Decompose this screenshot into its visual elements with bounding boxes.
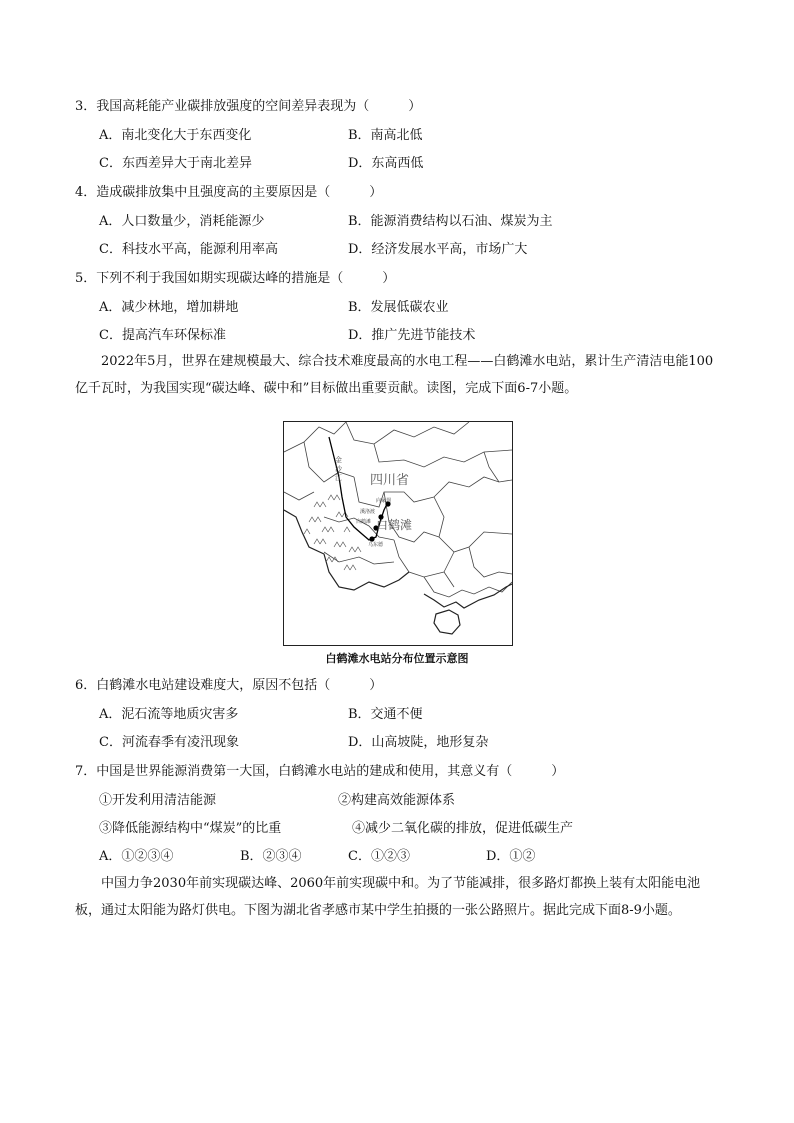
question-4-stem: 4．造成碳排放集中且强度高的主要原因是（ ） [75,185,383,200]
q5-option-b: B．发展低碳农业 [348,300,449,315]
station-wudongde-dot [369,536,374,541]
q5-option-d: D．推广先进节能技术 [348,328,476,343]
baihetan-location-map [283,421,513,646]
intro-paragraph-8-9: 中国力争2030年前实现碳达峰、2060年前实现碳中和。为了节能减排，很多路灯都换上装有太阳能电池板，通过太阳能为路灯供电。下图为湖北省孝感市某中学生拍摄的一张公路照片。据此完成下面8-9小题。 [75,876,701,918]
question-6-stem: 6．白鹤滩水电站建设难度大，原因不包括（ ） [75,678,383,693]
q7-item-2: ②构建高效能源体系 [338,793,456,808]
q3-option-b: B．南高北低 [348,128,423,143]
label-wudongde: 乌东德 [368,542,384,548]
intro-paragraph-6-7: 2022年5月，世界在建规模最大、综合技术难度最高的水电工程——白鹤滩水电站，累计生产清洁电能100亿千瓦时，为我国实现“碳达峰、碳中和”目标做出重要贡献。读图，完成下面6-7小题。 [75,354,714,396]
q7-option-d: D．①② [486,849,536,864]
jinsha-char-3: 江 [335,474,342,482]
hainan-island [434,610,460,634]
q7-item-1: ①开发利用清洁能源 [99,793,217,808]
label-baihetan-large: 白鹤滩 [376,518,413,532]
q7-option-b: B．②③④ [240,849,302,864]
q6-option-d: D．山高坡陡，地形复杂 [348,735,489,750]
question-7-stem: 7．中国是世界能源消费第一大国，白鹤滩水电站的建成和使用，其意义有（ ） [75,764,565,779]
q6-option-b: B．交通不便 [348,707,423,722]
q3-option-c: C．东西差异大于南北差异 [99,156,252,171]
q6-option-a: A．泥石流等地质灾害多 [99,707,239,722]
label-xiluodu: 溪洛渡 [360,509,376,515]
q7-item-4: ④减少二氧化碳的排放，促进低碳生产 [352,821,574,836]
question-5-stem: 5．下列不利于我国如期实现碳达峰的措施是（ ） [75,271,396,286]
map-caption: 白鹤滩水电站分布位置示意图 [325,652,469,665]
q3-option-d: D．东高西低 [348,156,424,171]
label-sichuan: 四川省 [370,473,410,488]
q5-option-c: C．提高汽车环保标准 [99,328,226,343]
q3-option-a: A．南北变化大于东西变化 [99,128,252,143]
jinsha-char-1: 金 [335,456,342,464]
q4-option-a: A．人口数量少，消耗能源少 [99,214,265,229]
q7-item-3: ③降低能源结构中“煤炭”的比重 [99,821,282,836]
q7-option-c: C．①②③ [348,849,410,864]
question-3-stem: 3．我国高耗能产业碳排放强度的空间差异表现为（ ） [75,99,422,114]
jinsha-char-2: 沙 [335,465,342,473]
label-xiangjiaba: 向家坝 [376,498,392,504]
province-boundaries [284,422,512,597]
q4-option-b: B．能源消费结构以石油、煤炭为主 [348,214,553,229]
q5-option-a: A．减少林地，增加耕地 [99,300,239,315]
q4-option-d: D．经济发展水平高，市场广大 [348,242,528,257]
q4-option-c: C．科技水平高，能源利用率高 [99,242,278,257]
q6-option-c: C．河流春季有凌汛现象 [99,735,239,750]
label-baihetan-small: 白鹤滩 [356,519,372,525]
q7-option-a: A．①②③④ [99,849,174,864]
label-jinsha-river [335,455,344,482]
